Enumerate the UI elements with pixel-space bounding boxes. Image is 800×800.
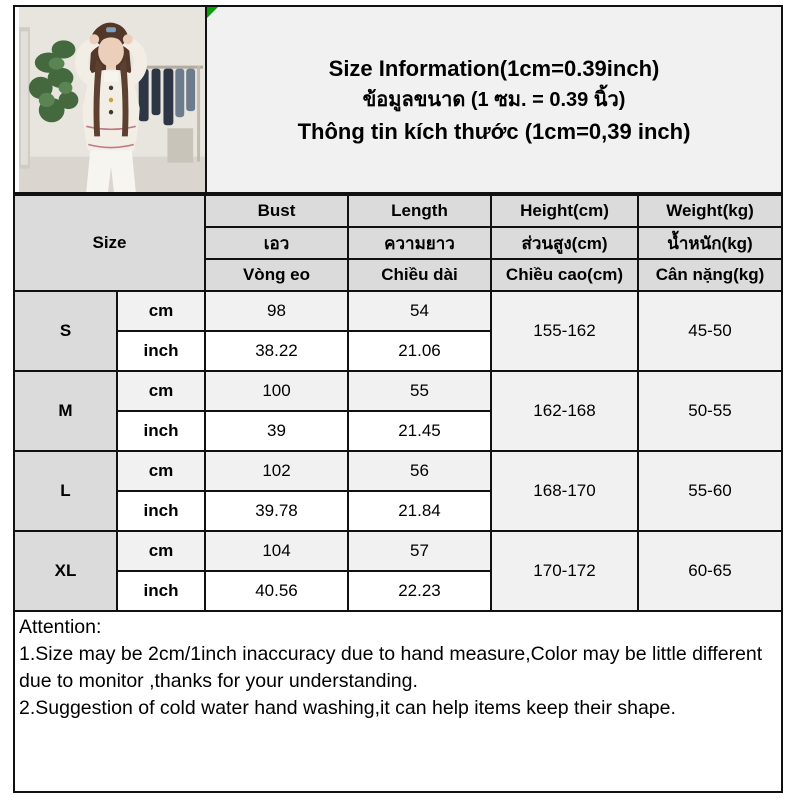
l-height-range: 168-170 — [491, 451, 638, 531]
m-height-range: 162-168 — [491, 371, 638, 451]
attention-heading: Attention: — [19, 616, 102, 638]
unit-cm-label: cm — [117, 371, 205, 411]
unit-inch-label: inch — [117, 411, 205, 451]
xl-length-inch: 22.23 — [348, 571, 491, 611]
xl-bust-cm: 104 — [205, 531, 348, 571]
unit-cm-label: cm — [117, 451, 205, 491]
size-table — [15, 194, 781, 612]
title-thai: ข้อมูลขนาด (1 ซม. = 0.39 นิ้ว) — [362, 88, 626, 111]
m-length-cm: 55 — [348, 371, 491, 411]
xl-length-cm: 57 — [348, 531, 491, 571]
l-length-inch: 21.84 — [348, 491, 491, 531]
m-length-inch: 21.45 — [348, 411, 491, 451]
attention-note-1: 1.Size may be 2cm/1inch inaccuracy due to hand measure,Color may be little different due to monitor ,thanks for your understanding. — [19, 642, 763, 692]
attention-note-2: 2.Suggestion of cold water hand washing,it can help items keep their shape. — [19, 696, 676, 719]
size-m-label: M — [15, 371, 117, 451]
size-column-header: Size — [15, 195, 205, 291]
s-weight-range: 45-50 — [638, 291, 781, 371]
unit-inch-label: inch — [117, 491, 205, 531]
title-block — [207, 7, 781, 192]
unit-inch-label: inch — [117, 571, 205, 611]
l-bust-cm: 102 — [205, 451, 348, 491]
s-bust-inch: 38.22 — [205, 331, 348, 371]
xl-bust-inch: 40.56 — [205, 571, 348, 611]
cell-comment-flag-icon — [207, 7, 218, 18]
header-bust-th: เอว — [205, 227, 348, 259]
size-xl-label: XL — [15, 531, 117, 611]
size-l-label: L — [15, 451, 117, 531]
header-height-vi: Chiều cao(cm) — [491, 259, 638, 291]
unit-cm-label: cm — [117, 291, 205, 331]
m-weight-range: 50-55 — [638, 371, 781, 451]
xl-weight-range: 60-65 — [638, 531, 781, 611]
l-bust-inch: 39.78 — [205, 491, 348, 531]
header-bust-vi: Vòng eo — [205, 259, 348, 291]
header-bust-en: Bust — [205, 195, 348, 227]
content-frame — [13, 5, 783, 793]
product-photo — [15, 7, 207, 192]
model-photo-illustration — [19, 7, 205, 192]
header-length-th: ความยาว — [348, 227, 491, 259]
l-weight-range: 55-60 — [638, 451, 781, 531]
attention-notes — [15, 612, 781, 791]
m-bust-inch: 39 — [205, 411, 348, 451]
header-length-vi: Chiều dài — [348, 259, 491, 291]
s-height-range: 155-162 — [491, 291, 638, 371]
header-weight-en: Weight(kg) — [638, 195, 781, 227]
top-row — [15, 7, 781, 194]
m-bust-cm: 100 — [205, 371, 348, 411]
l-length-cm: 56 — [348, 451, 491, 491]
header-weight-th: น้ำหนัก(kg) — [638, 227, 781, 259]
title-vietnamese: Thông tin kích thước (1cm=0,39 inch) — [297, 118, 691, 144]
header-height-en: Height(cm) — [491, 195, 638, 227]
unit-cm-label: cm — [117, 531, 205, 571]
s-length-inch: 21.06 — [348, 331, 491, 371]
header-length-en: Length — [348, 195, 491, 227]
header-height-th: ส่วนสูง(cm) — [491, 227, 638, 259]
s-bust-cm: 98 — [205, 291, 348, 331]
unit-inch-label: inch — [117, 331, 205, 371]
size-s-label: S — [15, 291, 117, 371]
s-length-cm: 54 — [348, 291, 491, 331]
xl-height-range: 170-172 — [491, 531, 638, 611]
title-english: Size Information(1cm=0.39inch) — [328, 55, 660, 81]
header-weight-vi: Cân nặng(kg) — [638, 259, 781, 291]
